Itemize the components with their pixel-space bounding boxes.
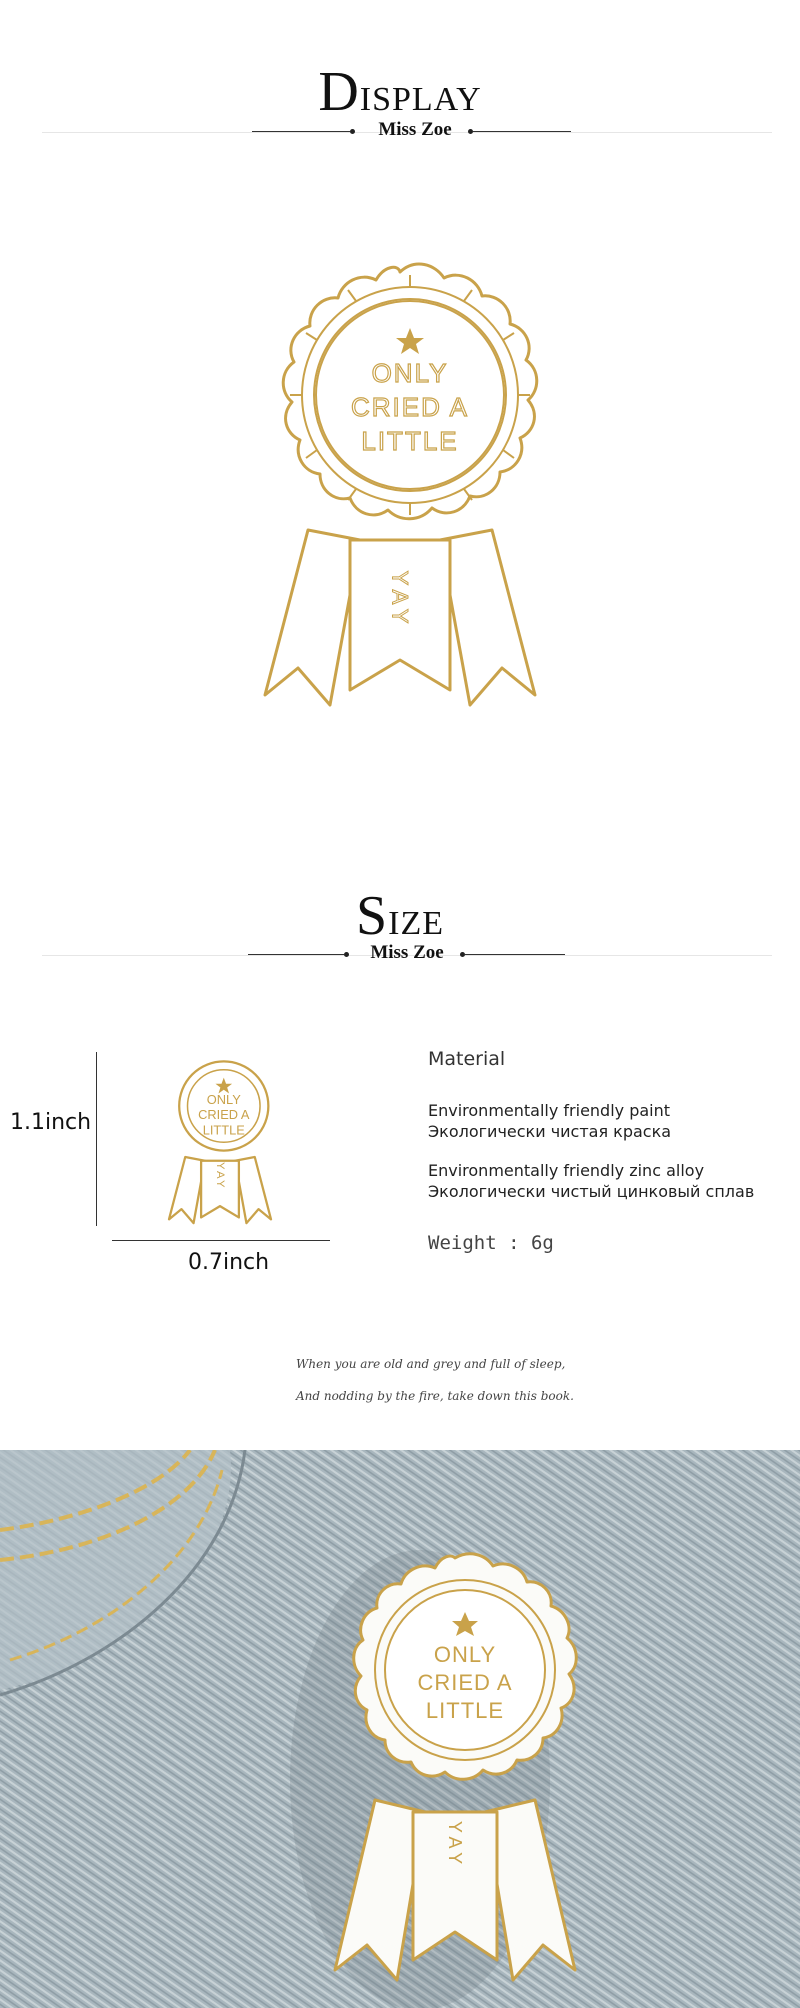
- material-heading: Material: [428, 1048, 506, 1070]
- small-pin-line3: LITTLE: [202, 1122, 245, 1138]
- photo-pin-line2: CRIED A: [417, 1670, 513, 1695]
- pin-line1: ONLY: [371, 358, 449, 388]
- size-heading: [0, 885, 800, 947]
- small-pin-line2: CRIED A: [198, 1107, 250, 1123]
- size-subline-left: [248, 954, 344, 955]
- pin-line3: LITTLE: [361, 426, 459, 456]
- size-subtitle: Miss Zoe: [370, 942, 444, 963]
- pin-on-denim-photo: [0, 1450, 800, 2008]
- photo-pin-ribbon-text: YAY: [445, 1820, 465, 1870]
- display-dot-left: [350, 129, 355, 134]
- size-subline-right: [465, 954, 565, 955]
- alloy-ru: Экологически чистый цинковый сплав: [428, 1182, 755, 1201]
- small-pin-ribbon-text: YAY: [214, 1161, 226, 1190]
- photo-pin-line3: LITTLE: [425, 1698, 505, 1723]
- pin-ribbon-text: YAY: [387, 570, 413, 630]
- pin-line2: CRIED A: [350, 392, 470, 422]
- paint-en: Environmentally friendly paint: [428, 1101, 671, 1120]
- pin-image-small: [152, 1048, 288, 1232]
- width-label: 0.7inch: [188, 1250, 270, 1275]
- width-dimension-line: [112, 1240, 330, 1241]
- height-label: 1.1inch: [10, 1110, 92, 1135]
- quote-line1: When you are old and grey and full of sleep,: [296, 1357, 566, 1371]
- display-subline-left: [252, 131, 350, 132]
- display-subline-right: [473, 131, 571, 132]
- photo-pin-line1: ONLY: [433, 1642, 497, 1667]
- pin-image-large: [220, 250, 580, 720]
- display-heading: [0, 61, 800, 123]
- small-pin-line1: ONLY: [206, 1092, 241, 1108]
- height-dimension-line: [96, 1052, 97, 1226]
- size-title: SIZE: [355, 885, 444, 947]
- weight-label: Weight : 6g: [428, 1232, 554, 1254]
- quote-line2: And nodding by the fire, take down this book.: [296, 1389, 574, 1403]
- size-dot-left: [344, 952, 349, 957]
- alloy-en: Environmentally friendly zinc alloy: [428, 1161, 705, 1180]
- paint-ru: Экологически чистая краска: [428, 1122, 672, 1141]
- display-title: DISPLAY: [318, 61, 482, 123]
- display-subtitle: Miss Zoe: [378, 119, 452, 140]
